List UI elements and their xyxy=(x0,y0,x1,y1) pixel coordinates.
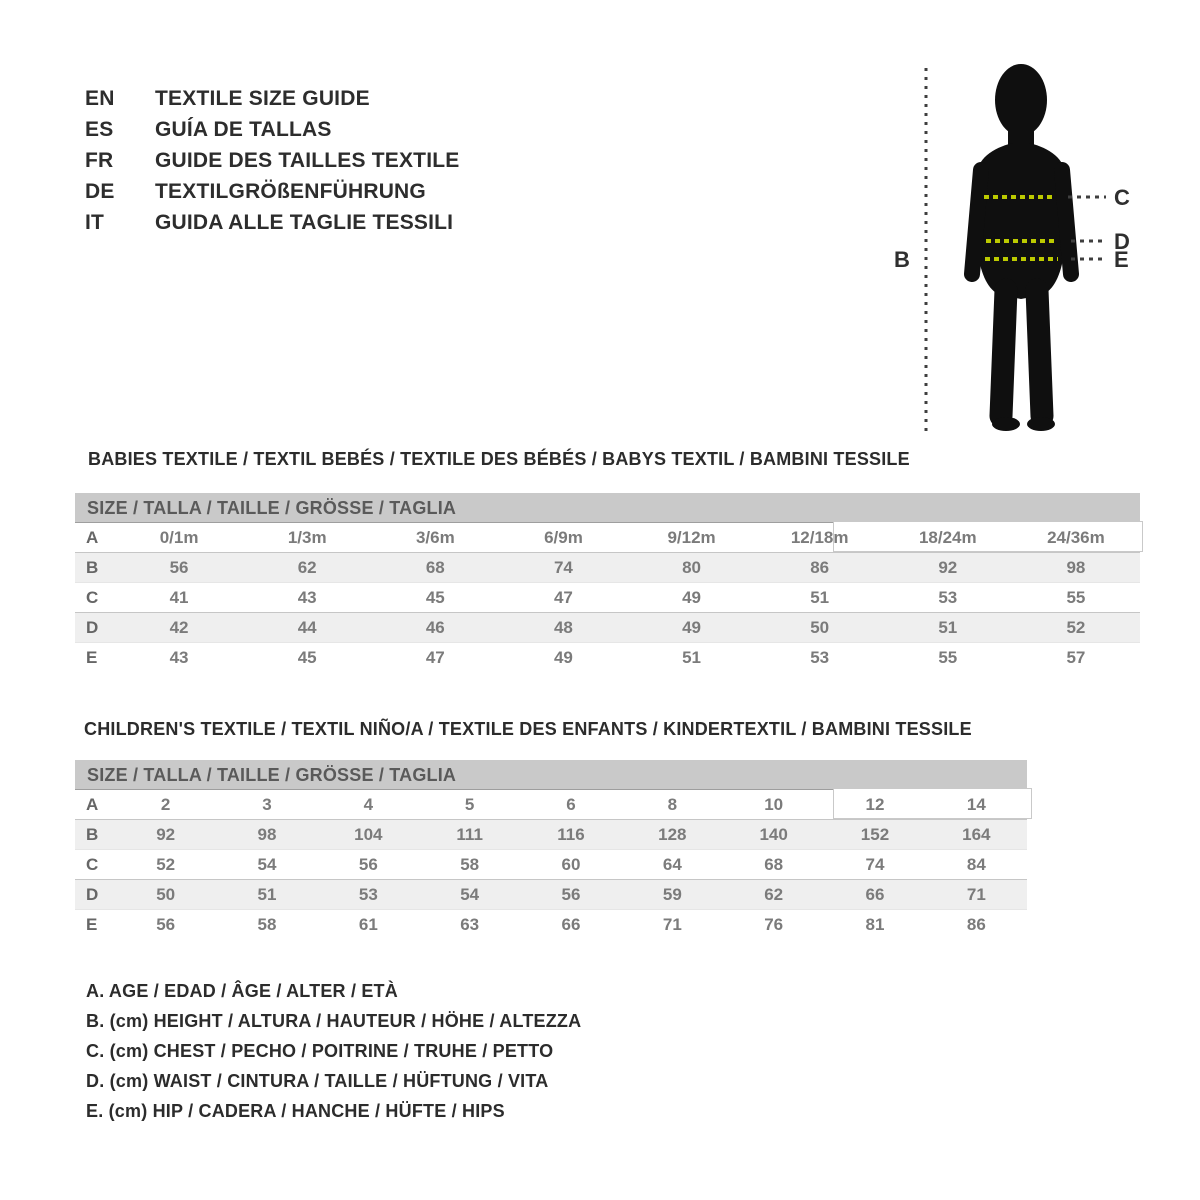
table-row-d xyxy=(75,880,1027,910)
size-cell: 6/9m xyxy=(544,528,583,547)
height-label: B xyxy=(894,247,910,272)
size-cell: 14 xyxy=(966,795,986,814)
size-cell: 52 xyxy=(156,855,176,874)
size-cell: 58 xyxy=(257,915,277,934)
size-cell: 18/24m xyxy=(918,528,977,547)
row-label: E xyxy=(86,915,98,934)
legend-line: E. (cm) HIP / CADERA / HANCHE / HÜFTE / HIPS xyxy=(86,1101,505,1121)
language-code: ES xyxy=(85,118,114,141)
size-cell: 42 xyxy=(169,618,189,637)
size-cell: 56 xyxy=(156,915,176,934)
size-cell: 71 xyxy=(966,885,986,904)
babies-size-table xyxy=(75,493,1140,673)
language-list xyxy=(85,83,459,238)
table-row-a xyxy=(75,790,1027,820)
size-cell: 59 xyxy=(662,885,682,904)
size-cell: 56 xyxy=(561,885,581,904)
size-cell: 60 xyxy=(561,855,581,874)
table-row-e xyxy=(75,910,1027,940)
size-cell: 98 xyxy=(1066,558,1086,577)
measurement-legend xyxy=(86,976,581,1126)
babies-section-heading: BABIES TEXTILE / TEXTIL BEBÉS / TEXTILE DES BÉBÉS / BABYS TEXTIL / BAMBINI TESSILE xyxy=(88,449,910,469)
language-title: GUIDE DES TAILLES TEXTILE xyxy=(155,149,460,172)
size-cell: 51 xyxy=(938,618,958,637)
size-cell: 3/6m xyxy=(415,528,455,547)
size-cell: 74 xyxy=(553,558,573,577)
size-cell: 9/12m xyxy=(667,528,716,547)
language-code: IT xyxy=(85,211,105,234)
legend-line: A. AGE / EDAD / ÂGE / ALTER / ETÀ xyxy=(86,981,398,1001)
row-label: E xyxy=(86,648,98,667)
size-cell: 92 xyxy=(156,825,176,844)
size-cell: 44 xyxy=(297,618,317,637)
size-cell: 54 xyxy=(257,855,277,874)
size-cell: 62 xyxy=(764,885,784,904)
size-cell: 98 xyxy=(257,825,277,844)
language-title: GUIDA ALLE TAGLIE TESSILI xyxy=(155,211,454,234)
size-cell: 54 xyxy=(460,885,480,904)
size-cell: 76 xyxy=(764,915,784,934)
table-row-c xyxy=(75,583,1140,613)
size-cell: 41 xyxy=(169,588,189,607)
row-label: D xyxy=(86,885,99,904)
table-row-d xyxy=(75,613,1140,643)
size-cell: 49 xyxy=(553,648,573,667)
children-section-heading: CHILDREN'S TEXTILE / TEXTIL NIÑO/A / TEXTILE DES ENFANTS / KINDERTEXTIL / BAMBINI TESSILE xyxy=(84,719,972,739)
size-cell: 116 xyxy=(557,825,585,844)
size-cell: 104 xyxy=(354,825,383,844)
size-cell: 0/1m xyxy=(159,528,199,547)
size-cell: 51 xyxy=(257,885,277,904)
row-label: A xyxy=(86,528,99,547)
size-cell: 84 xyxy=(966,855,986,874)
measurement-figure xyxy=(880,40,1180,460)
size-cell: 56 xyxy=(169,558,189,577)
children-size-table xyxy=(75,760,1027,940)
size-cell: 92 xyxy=(938,558,958,577)
table-row-c xyxy=(75,850,1027,880)
table-row-e xyxy=(75,643,1140,673)
size-cell: 152 xyxy=(860,825,890,844)
size-cell: 6 xyxy=(566,795,576,814)
size-cell: 1/3m xyxy=(287,528,327,547)
size-cell: 81 xyxy=(865,915,885,934)
size-cell: 45 xyxy=(297,648,317,667)
size-cell: 47 xyxy=(425,648,445,667)
size-cell: 55 xyxy=(1066,588,1086,607)
size-cell: 58 xyxy=(460,855,480,874)
language-code: EN xyxy=(85,87,115,110)
row-label: B xyxy=(86,558,99,577)
row-label: C xyxy=(86,588,99,607)
size-cell: 63 xyxy=(460,915,480,934)
size-cell: 86 xyxy=(810,558,830,577)
table-row-b xyxy=(75,820,1027,850)
size-cell: 164 xyxy=(962,825,991,844)
chest-label: C xyxy=(1114,185,1130,210)
size-cell: 52 xyxy=(1066,618,1086,637)
size-cell: 24/36m xyxy=(1047,528,1105,547)
size-cell: 47 xyxy=(553,588,573,607)
size-cell: 10 xyxy=(764,795,784,814)
legend-line: D. (cm) WAIST / CINTURA / TAILLE / HÜFTUNG / VITA xyxy=(86,1071,549,1091)
language-code: FR xyxy=(85,149,114,172)
size-cell: 53 xyxy=(358,885,378,904)
language-title: TEXTILE SIZE GUIDE xyxy=(155,87,370,110)
size-cell: 49 xyxy=(682,618,702,637)
size-cell: 3 xyxy=(262,795,272,814)
size-cell: 66 xyxy=(865,885,885,904)
language-row xyxy=(85,207,459,238)
language-row xyxy=(85,176,459,207)
language-title: GUÍA DE TALLAS xyxy=(155,118,332,141)
table-row-a xyxy=(75,523,1140,553)
hip-label: E xyxy=(1114,247,1129,272)
size-cell: 50 xyxy=(156,885,176,904)
child-silhouette xyxy=(972,64,1071,431)
waist-label: D xyxy=(1114,229,1130,254)
size-cell: 53 xyxy=(810,648,830,667)
children-table-header: SIZE / TALLA / TAILLE / GRÖSSE / TAGLIA xyxy=(75,760,1027,790)
size-cell: 61 xyxy=(358,915,378,934)
size-cell: 49 xyxy=(682,588,702,607)
babies-table-header: SIZE / TALLA / TAILLE / GRÖSSE / TAGLIA xyxy=(75,493,1140,523)
size-cell: 62 xyxy=(297,558,317,577)
table-row-b xyxy=(75,553,1140,583)
size-cell: 8 xyxy=(667,795,678,814)
size-cell: 128 xyxy=(658,825,687,844)
size-cell: 12 xyxy=(865,795,885,814)
size-cell: 51 xyxy=(810,588,830,607)
size-cell: 53 xyxy=(938,588,958,607)
size-cell: 12/18m xyxy=(790,528,849,547)
size-cell: 64 xyxy=(662,855,682,874)
size-cell: 45 xyxy=(425,588,445,607)
row-label: D xyxy=(86,618,99,637)
legend-line: C. (cm) CHEST / PECHO / POITRINE / TRUHE / PETTO xyxy=(86,1041,554,1061)
language-row xyxy=(85,83,459,114)
size-cell: 74 xyxy=(865,855,885,874)
size-cell: 50 xyxy=(810,618,830,637)
language-row xyxy=(85,114,459,145)
size-cell: 46 xyxy=(425,618,445,637)
language-row xyxy=(85,145,459,176)
size-cell: 43 xyxy=(297,588,317,607)
row-label: B xyxy=(86,825,99,844)
size-cell: 4 xyxy=(363,795,374,814)
size-cell: 51 xyxy=(682,648,702,667)
size-cell: 68 xyxy=(764,855,784,874)
language-code: DE xyxy=(85,180,115,203)
size-cell: 48 xyxy=(553,618,573,637)
row-label: A xyxy=(86,795,99,814)
size-cell: 43 xyxy=(169,648,189,667)
size-cell: 2 xyxy=(160,795,171,814)
row-label: C xyxy=(86,855,99,874)
size-cell: 80 xyxy=(682,558,702,577)
size-cell: 57 xyxy=(1066,648,1086,667)
size-cell: 55 xyxy=(938,648,958,667)
size-cell: 66 xyxy=(561,915,581,934)
child-silhouette-diagram xyxy=(880,40,1180,460)
size-cell: 5 xyxy=(464,795,475,814)
language-title: TEXTILGRÖßENFÜHRUNG xyxy=(155,180,426,203)
size-cell: 71 xyxy=(662,915,682,934)
size-cell: 140 xyxy=(759,825,788,844)
legend-line: B. (cm) HEIGHT / ALTURA / HAUTEUR / HÖHE / ALTEZZA xyxy=(86,1011,582,1031)
size-cell: 56 xyxy=(358,855,378,874)
size-cell: 111 xyxy=(456,825,483,844)
size-cell: 86 xyxy=(966,915,986,934)
size-cell: 68 xyxy=(425,558,445,577)
